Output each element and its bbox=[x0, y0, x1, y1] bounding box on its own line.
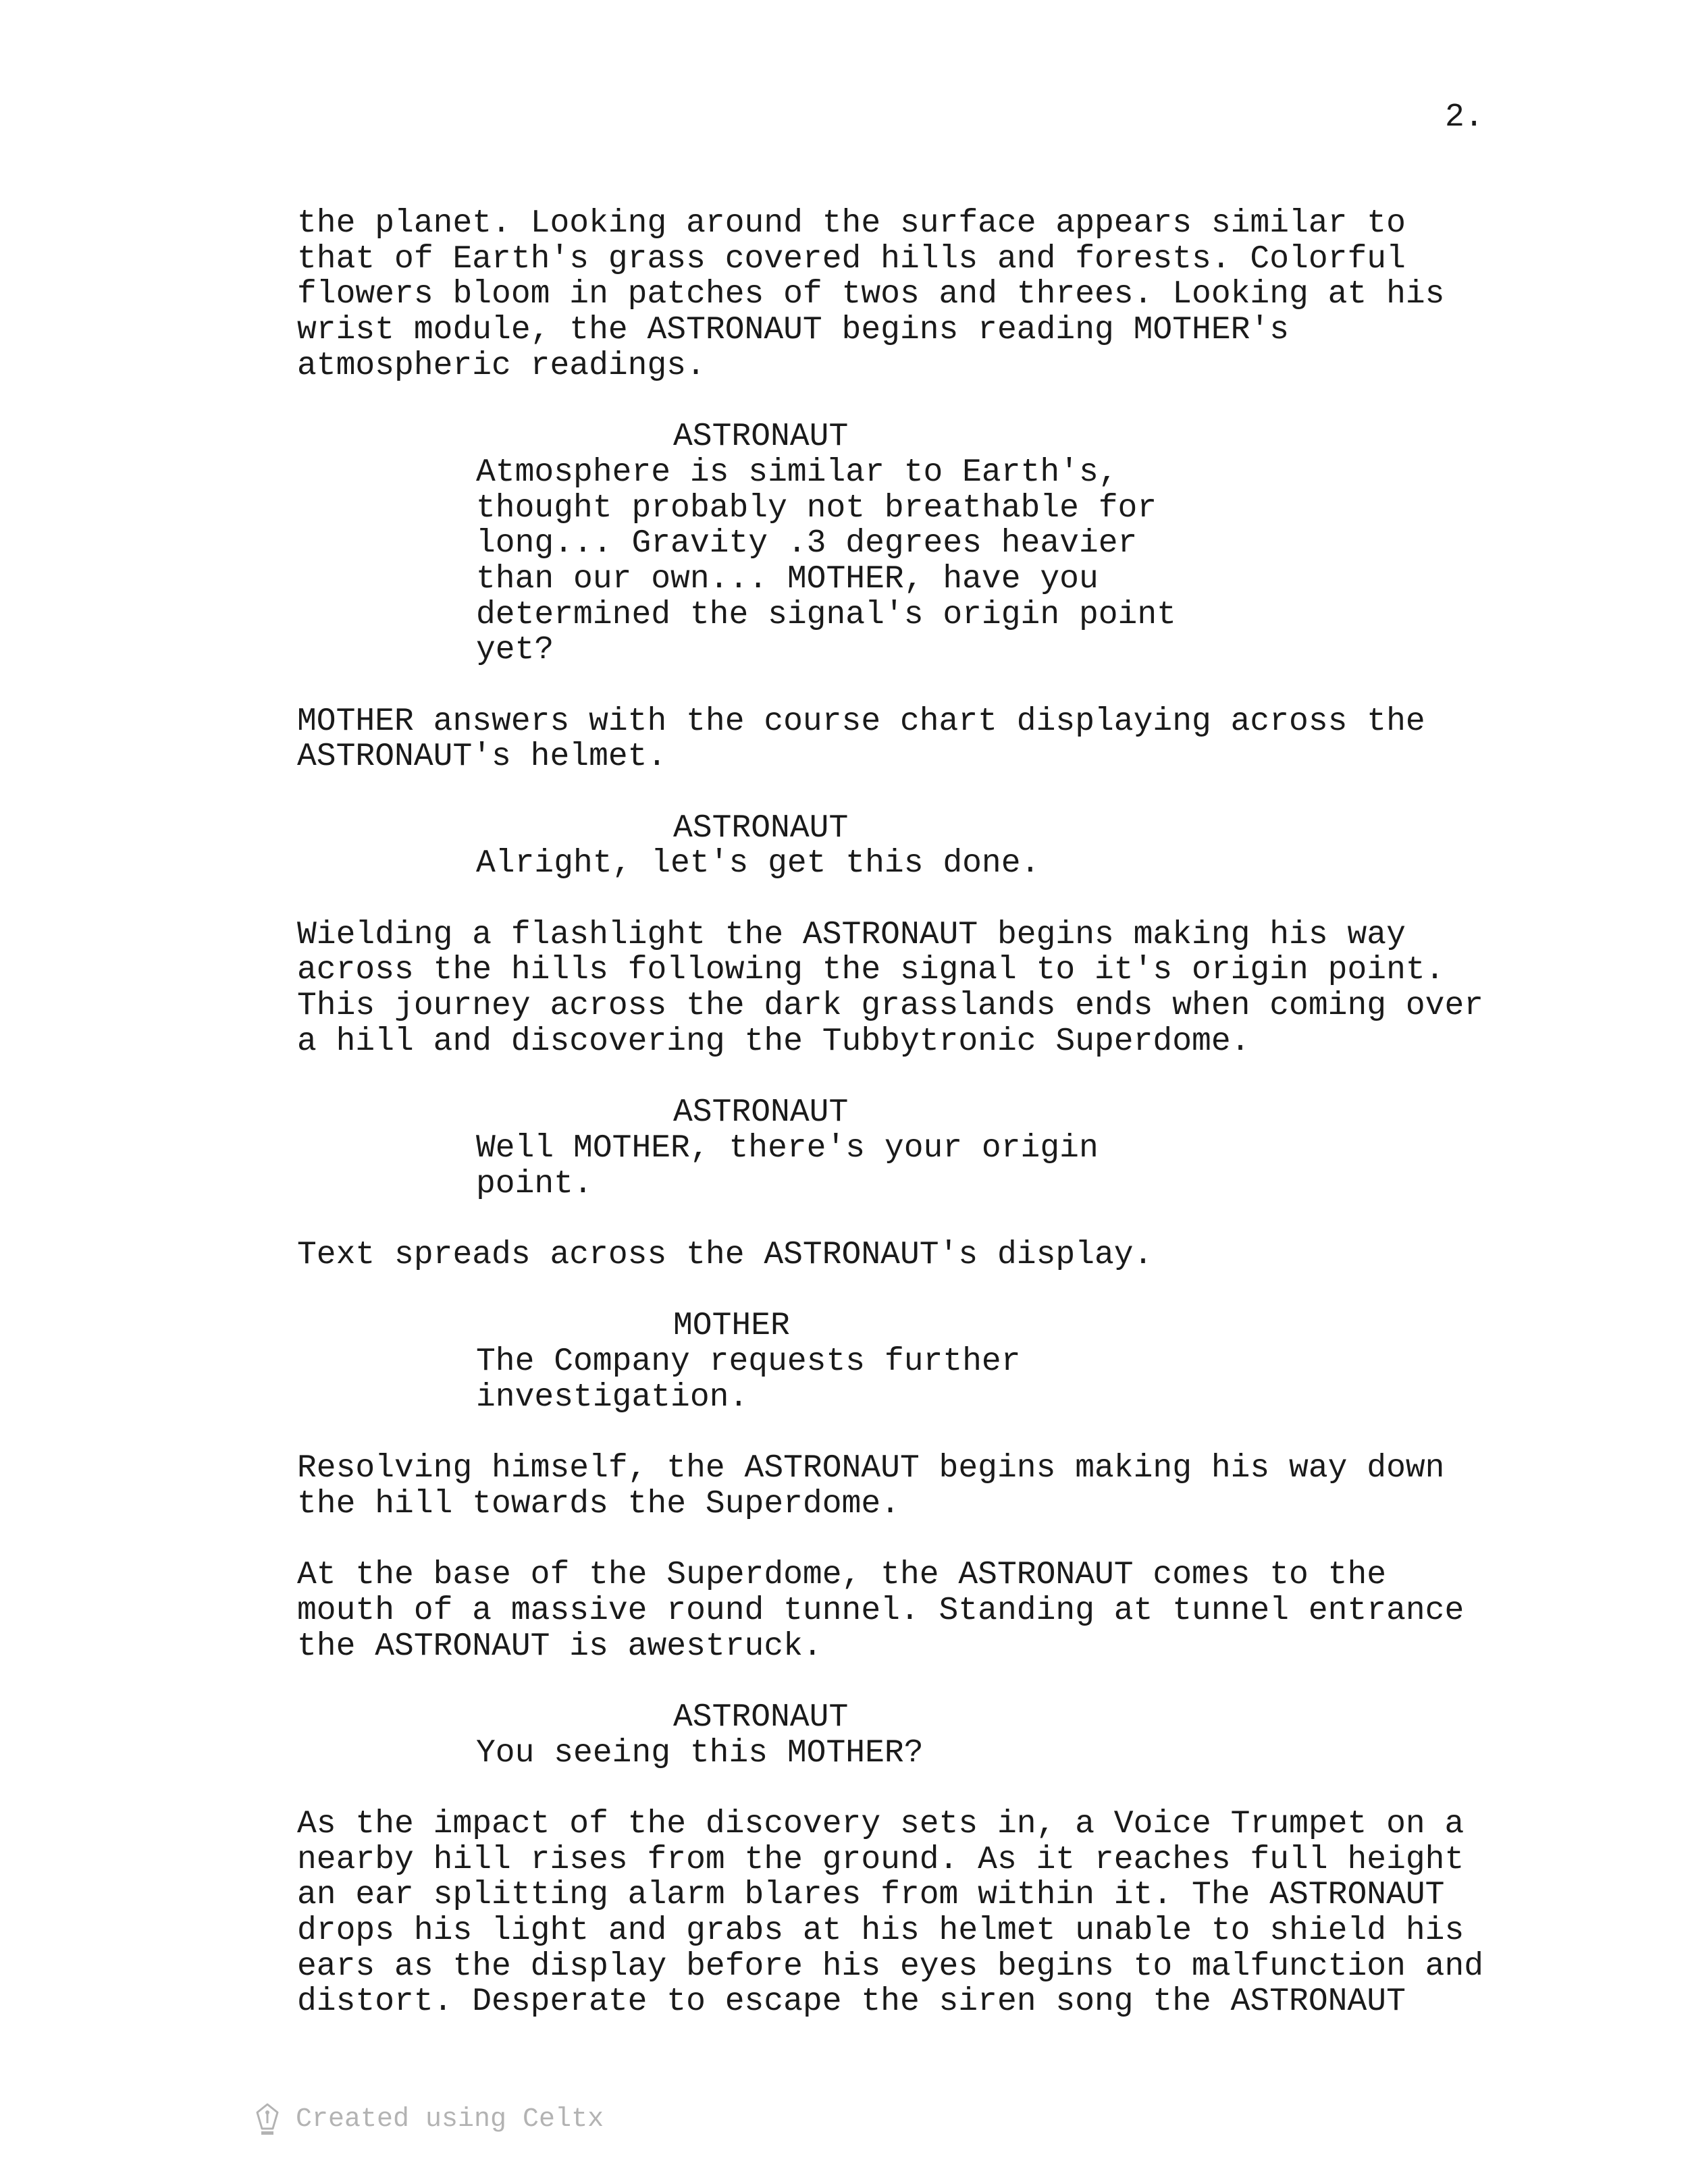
block-spacer bbox=[297, 1415, 1512, 1451]
action-line: ASTRONAUT's helmet. bbox=[297, 739, 667, 776]
footer bbox=[255, 2103, 604, 2137]
dialogue-block bbox=[476, 846, 1512, 882]
dialogue-line: Well MOTHER, there's your origin bbox=[476, 1129, 1099, 1167]
dialogue-block bbox=[476, 455, 1512, 668]
character-block bbox=[673, 1308, 1512, 1344]
dialogue-line: You seeing this MOTHER? bbox=[476, 1734, 924, 1772]
action-line: across the hills following the signal to it's origin point. bbox=[297, 952, 1445, 989]
action-line: As the impact of the discovery sets in, a Voice Trumpet on a bbox=[297, 1805, 1465, 1842]
dialogue-line: thought probably not breathable for bbox=[476, 489, 1157, 527]
action-line: distort. Desperate to escape the siren song the ASTRONAUT bbox=[297, 1983, 1406, 2021]
dialogue-line: The Company requests further bbox=[476, 1343, 1021, 1380]
block-spacer bbox=[297, 882, 1512, 917]
action-line: Resolving himself, the ASTRONAUT begins making his way down bbox=[297, 1450, 1445, 1487]
character-line: ASTRONAUT bbox=[673, 809, 849, 847]
character-block bbox=[673, 1700, 1512, 1736]
action-line: ears as the display before his eyes begins to malfunction and bbox=[297, 1948, 1484, 1985]
dialogue-block bbox=[476, 1736, 1512, 1772]
dialogue-line: point. bbox=[476, 1165, 593, 1202]
character-line: ASTRONAUT bbox=[673, 419, 849, 456]
page-number: 2. bbox=[1445, 99, 1484, 136]
block-spacer bbox=[297, 383, 1512, 419]
block-spacer bbox=[297, 1664, 1512, 1700]
character-line: ASTRONAUT bbox=[673, 1699, 849, 1736]
dialogue-line: Atmosphere is similar to Earth's, bbox=[476, 454, 1118, 491]
screenplay-body bbox=[297, 206, 1512, 2020]
celtx-pen-nib-icon bbox=[255, 2103, 280, 2137]
action-block bbox=[297, 1807, 1512, 2020]
action-line: atmospheric readings. bbox=[297, 347, 706, 384]
action-line: that of Earth's grass covered hills and forests. Colorful bbox=[297, 240, 1406, 277]
character-block bbox=[673, 419, 1512, 455]
action-line: the hill towards the Superdome. bbox=[297, 1485, 900, 1522]
footer-text: Created using Celtx bbox=[296, 2104, 604, 2135]
action-line: nearby hill rises from the ground. As it reaches full height bbox=[297, 1841, 1465, 1878]
action-line: the ASTRONAUT is awestruck. bbox=[297, 1628, 822, 1665]
action-block bbox=[297, 1557, 1512, 1664]
action-line: mouth of a massive round tunnel. Standing at tunnel entrance bbox=[297, 1592, 1465, 1629]
action-line: At the base of the Superdome, the ASTRONAUT comes to the bbox=[297, 1557, 1387, 1594]
action-block bbox=[297, 1451, 1512, 1522]
block-spacer bbox=[297, 775, 1512, 811]
action-line: MOTHER answers with the course chart displaying across the bbox=[297, 703, 1425, 740]
dialogue-line: yet? bbox=[476, 632, 554, 669]
block-spacer bbox=[297, 1273, 1512, 1309]
action-line: flowers bloom in patches of twos and threes. Looking at his bbox=[297, 276, 1445, 313]
action-block bbox=[297, 1237, 1512, 1273]
action-line: an ear splitting alarm blares from within it. The ASTRONAUT bbox=[297, 1877, 1445, 1914]
dialogue-line: determined the signal's origin point bbox=[476, 596, 1176, 633]
block-spacer bbox=[297, 1771, 1512, 1807]
dialogue-line: investigation. bbox=[476, 1379, 749, 1416]
character-line: ASTRONAUT bbox=[673, 1094, 849, 1131]
action-line: This journey across the dark grasslands ends when coming over bbox=[297, 988, 1484, 1025]
action-block bbox=[297, 704, 1512, 775]
block-spacer bbox=[297, 1202, 1512, 1237]
action-line: a hill and discovering the Tubbytronic Superdome. bbox=[297, 1023, 1250, 1060]
action-block bbox=[297, 206, 1512, 383]
action-line: the planet. Looking around the surface appears similar to bbox=[297, 205, 1406, 242]
block-spacer bbox=[297, 668, 1512, 704]
action-block bbox=[297, 917, 1512, 1060]
action-line: drops his light and grabs at his helmet unable to shield his bbox=[297, 1913, 1465, 1949]
dialogue-block bbox=[476, 1131, 1512, 1202]
character-line: MOTHER bbox=[673, 1308, 790, 1345]
dialogue-block bbox=[476, 1344, 1512, 1415]
action-line: Wielding a flashlight the ASTRONAUT begins making his way bbox=[297, 916, 1406, 953]
character-block bbox=[673, 811, 1512, 847]
dialogue-line: Alright, let's get this done. bbox=[476, 845, 1040, 882]
action-line: wrist module, the ASTRONAUT begins reading MOTHER's bbox=[297, 312, 1290, 349]
dialogue-line: than our own... MOTHER, have you bbox=[476, 560, 1099, 597]
block-spacer bbox=[297, 1060, 1512, 1096]
dialogue-line: long... Gravity .3 degrees heavier bbox=[476, 525, 1138, 562]
action-line: Text spreads across the ASTRONAUT's display. bbox=[297, 1236, 1153, 1273]
character-block bbox=[673, 1095, 1512, 1131]
block-spacer bbox=[297, 1522, 1512, 1557]
